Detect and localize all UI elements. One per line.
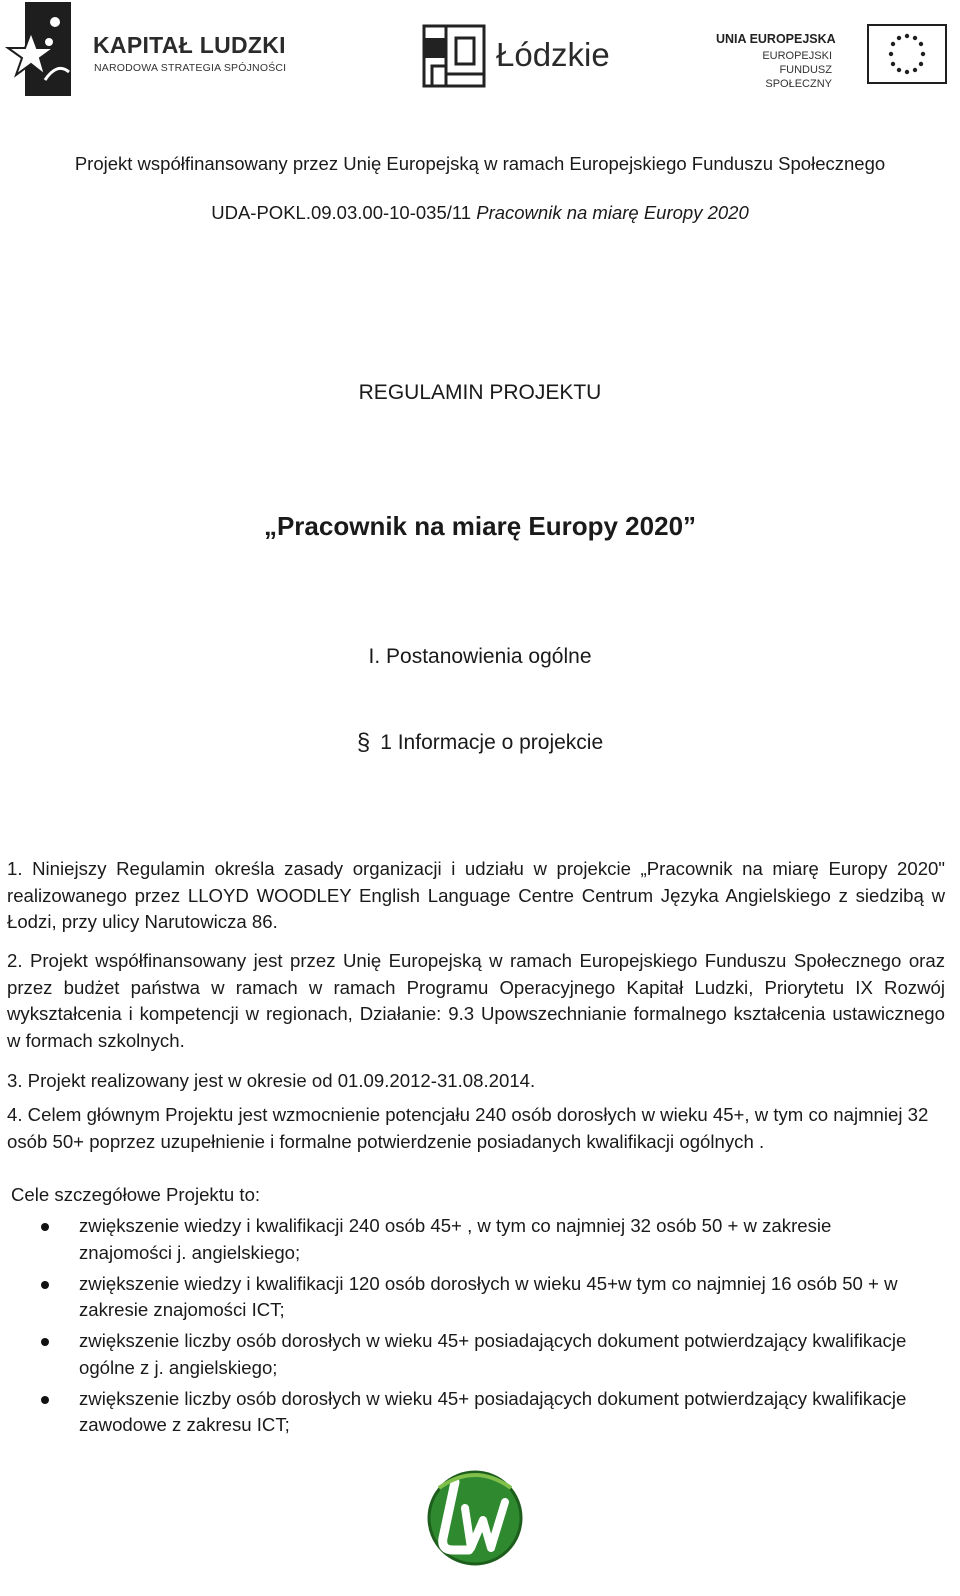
eu-logo: [714, 24, 950, 88]
document-title: REGULAMIN PROJEKTU: [358, 381, 602, 404]
eu-flag-icon: [867, 24, 947, 84]
goal-item: [0, 1386, 919, 1439]
kapital-ludzki-logo: [5, 2, 315, 96]
eu-line-3: FUNDUSZ SPOŁECZNY: [765, 64, 832, 90]
lodzkie-mark-icon: [422, 24, 486, 88]
eu-fund-label: [714, 49, 832, 91]
point-2: 2. Projekt współfinansowany jest przez Unię Europejską w ramach Europejskiego Funduszu Społecznego oraz przez budżet państwa w ramach w ramach Programu Operacyjnego Kapitał Ludzki, Priorytetu IX Rozwój wykształcenia i kompetencji w regionach, Działanie: 9.3 Upowszechnianie formalnego kształcenia ustawicznego w formach szkolnych.: [7, 950, 945, 1051]
section-sign: §: [356, 729, 371, 756]
goals-heading: Cele szczegółowe Projektu to:: [11, 1184, 261, 1205]
cofinancing-note: Projekt współfinansowany przez Unię Europejską w ramach Europejskiego Funduszu Społecznego: [74, 153, 886, 174]
point-3: 3. Projekt realizowany jest w okresie od 01.09.2012-31.08.2014.: [7, 1070, 536, 1091]
goal-item: [0, 1328, 919, 1381]
goal-text: zwiększenie wiedzy i kwalifikacji 120 osób dorosłych w wieku 45+w tym co najmniej 16 osób 50 + w zakresie znajomości ICT;: [79, 1272, 898, 1320]
goal-item: [0, 1271, 919, 1324]
kapital-ludzki-subtitle: NARODOWA STRATEGIA SPÓJNOŚCI: [94, 62, 287, 74]
eu-line-2: EUROPEJSKI: [762, 50, 832, 62]
eu-line-1: UNIA EUROPEJSKA: [716, 32, 836, 46]
lodzkie-name: Łódzkie: [496, 36, 610, 73]
paragraph-heading: [0, 729, 960, 757]
lloyd-woodley-logo-icon: [425, 1468, 525, 1578]
kapital-ludzki-title: KAPITAŁ LUDZKI: [93, 32, 286, 58]
paragraph-title: 1 Informacje o projekcie: [380, 731, 604, 754]
project-subtitle: „Pracownik na miarę Europy 2020”: [263, 511, 697, 541]
project-name: Pracownik na miarę Europy 2020: [476, 202, 749, 223]
bullet-icon: [41, 1281, 49, 1289]
project-code: UDA-POKL.09.03.00-10-035/11: [211, 202, 472, 223]
bullet-icon: [41, 1396, 49, 1404]
point-1: 1. Niniejszy Regulamin określa zasady organizacji i udziału w projekcie „Pracownik na miarę Europy 2020" realizowanego przez LLOYD WOODLEY English Language Centre Centrum Języka Angielskiego z siedzibą w Łodzi, przy ulicy Narutowicza 86.: [7, 858, 945, 932]
bullet-icon: [41, 1338, 49, 1346]
point-4: 4. Celem głównym Projektu jest wzmocnienie potencjału 240 osób dorosłych w wieku 45+, w tym co najmniej 32 osób 50+ poprzez uzupełnienie i formalne potwierdzenie posiadanych kwalifikacji ogólnych .: [7, 1104, 929, 1152]
lodzkie-logo: [422, 24, 622, 88]
kapital-ludzki-star-icon: [5, 2, 73, 96]
goals-list: [0, 1213, 960, 1443]
section-heading: I. Postanowienia ogólne: [368, 645, 592, 668]
goal-item: [0, 1213, 919, 1266]
goal-text: zwiększenie wiedzy i kwalifikacji 240 osób 45+ , w tym co najmniej 32 osób 50 + w zakresie znajomości j. angielskiego;: [79, 1215, 832, 1263]
logo-bar: [0, 0, 960, 100]
goal-text: zwiększenie liczby osób dorosłych w wieku 45+ posiadających dokument potwierdzający kwalifikacje ogólne z j. angielskiego;: [79, 1330, 907, 1378]
goal-text: zwiększenie liczby osób dorosłych w wieku 45+ posiadających dokument potwierdzający kwalifikacje zawodowe z zakresu ICT;: [79, 1387, 907, 1435]
bullet-icon: [41, 1223, 49, 1231]
project-code-line: [0, 202, 960, 224]
